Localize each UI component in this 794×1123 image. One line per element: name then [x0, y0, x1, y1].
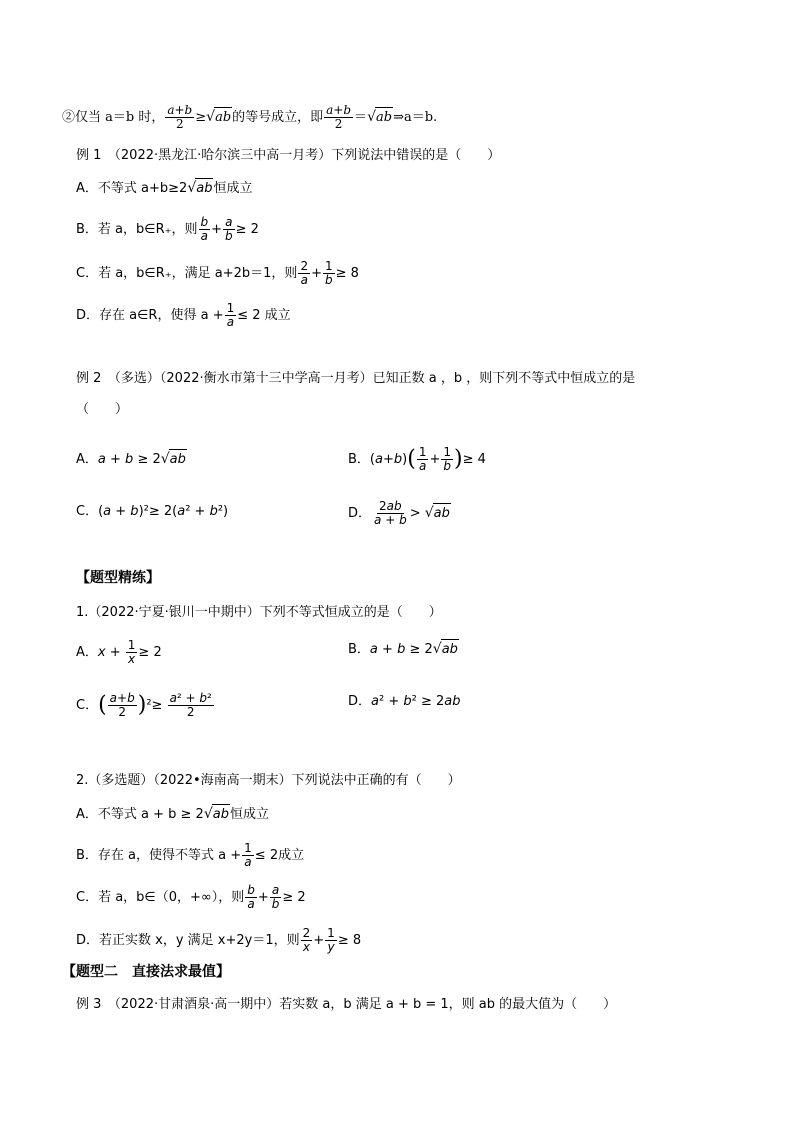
ex2-option-c: C．(a + b)²≥ 2(a² + b²) — [76, 504, 229, 519]
example-2-paren: （ ） — [76, 402, 129, 417]
q1-option-b: B．a + b ≥ 2√ab — [348, 639, 459, 660]
q2-option-c: C．若 a，b∈（0，+∞），则 $\frac{b}{a}$ + $\frac{a}{b}$ ≥ 2 — [76, 883, 306, 911]
example-2-title: 例 2 （多选）（2022·衡水市第十三中学高一月考）已知正数 a ，b ，则下列不等式中恒成立的是 — [76, 371, 636, 386]
question-1-title: 1.（2022·宁夏·银川一中期中）下列不等式恒成立的是（ ） — [76, 605, 442, 620]
ex1-option-a: A．不等式 a+b≥2√ab恒成立 — [76, 178, 252, 199]
q2-option-d: D．若正实数 x，y 满足 x+2y＝1，则 $\frac{2}{x}$ + $\frac{1}{y}$ ≥ 8 — [76, 926, 362, 954]
example-3-title: 例 3 （2022·甘肃酒泉·高一期中）若实数 a，b 满足 a + b = 1，则 ab 的最大值为（ ） — [76, 997, 617, 1012]
ex1-option-b: B．若 a，b∈R₊，则 $\frac{b}{a}$ + $\frac{a}{b}$ ≥ 2 — [76, 215, 259, 243]
q2-option-a: A．不等式 a + b ≥ 2√ab恒成立 — [76, 804, 269, 825]
ex1-option-d: D．存在 a∈R，使得 a + $\frac{1}{a}$ ≤ 2 成立 — [76, 301, 291, 329]
ex2-option-b: B．(a+b)( $\frac{1}{a}$ + $\frac{1}{b}$ )≥ 4 — [348, 445, 486, 473]
q2-option-b: B．存在 a，使得不等式 a + $\frac{1}{a}$ ≤ 2成立 — [76, 841, 305, 869]
ex2-option-d: D． $\frac{2ab}{a + b}$ > √ab — [348, 499, 450, 527]
q1-option-a: A．x + $\frac{1}{x}$ ≥ 2 — [76, 638, 162, 666]
q1-option-c: C．( $\frac{a+b}{2}$ )²≥ $\frac{\text{a² + b²}}{2}$ — [76, 691, 212, 719]
q1-option-d: D．a² + b² ≥ 2ab — [348, 694, 461, 709]
ex1-option-c: C．若 a，b∈R₊，满足 a+2b＝1，则 $\frac{2}{a}$ + $\frac{1}{b}$ ≥ 8 — [76, 259, 359, 287]
fraction: $\frac{a+b}{2}$ — [326, 103, 352, 131]
question-2-title: 2.（多选题）（2022•海南高一期末）下列说法中正确的有（ ） — [76, 773, 461, 788]
type-2-header: 【题型二 直接法求最值】 — [62, 964, 230, 980]
example-1-title: 例 1 （2022·黑龙江·哈尔滨三中高一月考）下列说法中错误的是（ ） — [76, 148, 501, 163]
fraction: $\frac{a+b}{2}$ — [167, 103, 193, 131]
practice-header: 【题型精练】 — [76, 570, 160, 586]
ex2-option-a: A．a + b ≥ 2√ab — [76, 449, 187, 470]
property-line: ②仅当 a＝b 时， $\frac{a+b}{2}$ ≥√ab的等号成立，即 $\frac{a+b}{2}$ ＝√ab⇒a＝b. — [62, 103, 438, 131]
